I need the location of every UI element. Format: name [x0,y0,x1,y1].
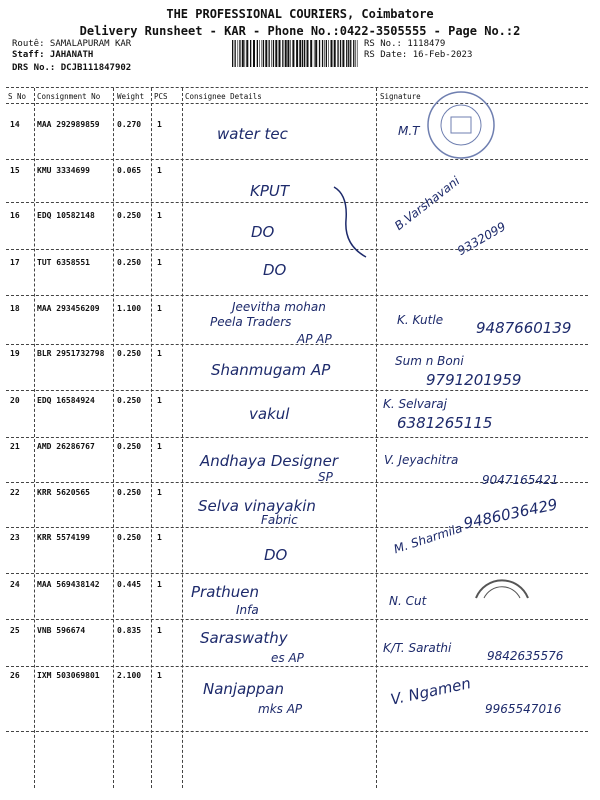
row-rule [6,249,588,250]
hw-consignee-14: water tec [217,125,288,143]
hw-consignee-23: DO [264,546,288,564]
staff-label: Staff: JAHANATH [12,50,94,60]
cell-weight: 0.270 [117,120,142,129]
cell-sno: 22 [10,488,20,497]
cell-consignment: MAA 293456209 [37,304,100,313]
cell-weight: 2.100 [117,671,142,680]
hw-consignee-17: DO [263,261,287,279]
table-row [0,120,600,140]
row-rule [6,666,588,667]
cell-sno: 25 [10,626,20,635]
row-rule [6,527,588,528]
hw-consignee-26a: Nanjappan [203,680,285,698]
cell-pcs: 1 [157,488,162,497]
cell-pcs: 1 [157,671,162,680]
table-row [0,211,600,231]
cell-pcs: 1 [157,626,162,635]
col-consignment: Consignment No [37,92,101,101]
cell-consignment: BLR 2951732798 [37,349,105,358]
table-row [0,396,600,416]
cell-sno: 20 [10,396,20,405]
cell-weight: 0.835 [117,626,142,635]
cell-consignment: MAA 569438142 [37,580,100,589]
hw-signature-16: B.Varshavani [392,173,463,234]
cell-sno: 23 [10,533,20,542]
row-rule [6,295,588,296]
cell-consignment: MAA 292989859 [37,120,100,129]
cell-pcs: 1 [157,349,162,358]
hw-consignee-15: KPUT [250,182,290,200]
cell-pcs: 1 [157,258,162,267]
cell-weight: 1.100 [117,304,142,313]
cell-consignment: AMD 26286767 [37,442,95,451]
hw-phone-16: 9332099 [455,219,509,259]
cell-sno: 14 [10,120,20,129]
cell-sno: 18 [10,304,20,313]
bracket-mark [330,185,370,265]
hw-phone-22: 9486036429 [462,495,560,533]
cell-consignment: KRR 5574199 [37,533,90,542]
col-sno: S No [8,92,27,101]
company-title: THE PROFESSIONAL COURIERS, Coimbatore [166,7,434,21]
col-signature: Signature [380,92,421,101]
col-pcs: PCS [154,92,168,101]
col-weight: Weight [117,92,145,101]
cell-sno: 17 [10,258,20,267]
cell-weight: 0.250 [117,442,142,451]
hw-consignee-19: Shanmugam AP [211,361,331,379]
cell-consignment: EDQ 16584924 [37,396,95,405]
hw-consignee-22a: Selva vinayakin [198,497,316,515]
cell-weight: 0.250 [117,211,142,220]
table-row [0,626,600,646]
hw-consignee-24b: Infa [236,603,259,617]
hw-consignee-20: vakul [249,405,290,423]
cell-pcs: 1 [157,442,162,451]
cell-weight: 0.250 [117,396,142,405]
cell-weight: 0.445 [117,580,142,589]
hw-signature-20: K. Selvaraj [383,397,447,411]
barcode [232,40,360,67]
cell-sno: 15 [10,166,20,175]
hw-signature-24: N. Cut [389,594,427,608]
col-consignee-details: Consignee Details [185,92,262,101]
table-row [0,533,600,553]
table-row [0,166,600,186]
hw-signature-21: V. Jeyachitra [384,453,459,467]
cell-pcs: 1 [157,533,162,542]
hw-phone-18: 9487660139 [476,319,572,337]
hw-consignee-25b: es AP [271,651,304,665]
cell-sno: 16 [10,211,20,220]
partial-stamp [472,570,532,600]
row-rule [6,159,588,160]
hw-signature-26: V. Ngamen [389,674,473,709]
table-row [0,258,600,278]
row-rule [6,390,588,391]
cell-pcs: 1 [157,120,162,129]
hw-consignee-21a: Andhaya Designer [200,452,339,470]
cell-weight: 0.250 [117,258,142,267]
hw-signature-22: M. Sharmila [392,520,465,557]
cell-weight: 0.065 [117,166,142,175]
cell-consignment: KRR 5620565 [37,488,90,497]
company-seal-stamp [425,89,497,161]
cell-consignment: TUT 6358551 [37,258,90,267]
hw-consignee-18c: AP AP [297,332,332,346]
cell-sno: 24 [10,580,20,589]
hw-consignee-18a: Jeevitha mohan [232,300,326,314]
cell-sno: 26 [10,671,20,680]
hw-signature-19: Sum n Boni [395,354,464,368]
hw-signature-14: M.T [398,124,420,138]
route-label: Routê: SAMALAPURAM KAR [12,39,132,49]
header-bottom-rule [6,103,588,104]
cell-consignment: IXM 503069801 [37,671,100,680]
hw-consignee-21b: SP [318,470,333,484]
row-rule [6,731,588,732]
hw-consignee-26b: mks AP [258,702,303,716]
cell-pcs: 1 [157,396,162,405]
cell-pcs: 1 [157,166,162,175]
hw-consignee-25a: Saraswathy [200,629,288,647]
header-top-rule [6,87,588,88]
cell-pcs: 1 [157,211,162,220]
table-row [0,671,600,691]
drs-number: DRS No.: DCJB111847902 [12,63,132,73]
runsheet-subtitle: Delivery Runsheet - KAR - Phone No.:0422-3505555 - Page No.:2 [79,24,521,38]
rs-number: RS No.: 1118479 [364,39,446,49]
hw-consignee-16: DO [251,223,275,241]
cell-weight: 0.250 [117,533,142,542]
cell-consignment: EDQ 10582148 [37,211,95,220]
row-rule [6,202,588,203]
row-rule [6,619,588,620]
cell-weight: 0.250 [117,488,142,497]
hw-signature-18: K. Kutle [397,313,444,327]
cell-pcs: 1 [157,304,162,313]
cell-consignment: KMU 3334699 [37,166,90,175]
cell-weight: 0.250 [117,349,142,358]
hw-phone-21: 9047165421 [482,473,559,487]
hw-consignee-22b: Fabric [261,513,298,527]
hw-phone-25: 9842635576 [487,649,564,663]
hw-phone-20: 6381265115 [397,414,493,432]
row-rule [6,437,588,438]
rs-date: RS Date: 16-Feb-2023 [364,50,473,60]
hw-phone-26: 9965547016 [485,702,562,716]
hw-consignee-24a: Prathuen [191,583,260,601]
cell-consignment: VNB 596674 [37,626,86,635]
hw-consignee-18b: Peela Traders [210,315,292,329]
hw-phone-19: 9791201959 [426,371,522,389]
hw-signature-25: K/T. Sarathi [383,641,452,655]
cell-pcs: 1 [157,580,162,589]
cell-sno: 19 [10,349,20,358]
cell-sno: 21 [10,442,20,451]
